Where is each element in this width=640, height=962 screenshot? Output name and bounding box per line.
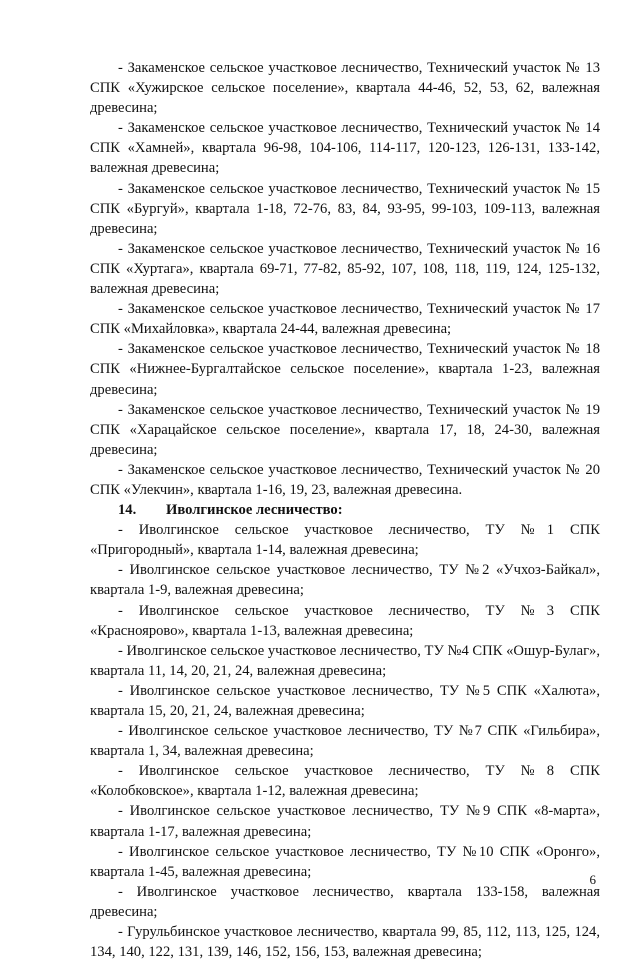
list-item: - Иволгинское сельское участковое лесничество, ТУ №7 СПК «Гильбира», квартала 1, 34, валежная древесина; (90, 723, 600, 760)
list-item: - Иволгинское сельское участковое лесничество, ТУ №10 СПК «Оронго», квартала 1-45, валежная древесина; (90, 843, 600, 880)
list-item: - Закаменское сельское участковое лесничество, Технический участок № 13 СПК «Хужирское сельское поселение», квартала 44-46, 52, 53, 62, валежная древесина; (90, 60, 600, 117)
list-item: - Закаменское сельское участковое лесничество, Технический участок № 19 СПК «Харацайское сельское поселение», квартала 17, 18, 24-30, валежная древесина; (90, 401, 600, 458)
page-number: 6 (589, 872, 596, 887)
list-item: - Закаменское сельское участковое лесничество, Технический участок № 14 СПК «Хамней», квартала 96-98, 104-106, 114-117, 120-123, 126-131, 133-142, валежная древесина; (90, 120, 600, 177)
list-item: - Закаменское сельское участковое лесничество, Технический участок № 17 СПК «Михайловка», квартала 24-44, валежная древесина; (90, 301, 600, 338)
list-item: - Закаменское сельское участковое лесничество, Технический участок № 16 СПК «Хуртага», квартала 69-71, 77-82, 85-92, 107, 108, 118, 119, 124, 125-132, валежная древесина; (90, 240, 600, 298)
section-title: Иволгинское лесничество: (166, 502, 343, 519)
list-item: - Иволгинское сельское участковое лесничество, ТУ №2 «Учхоз-Байкал», квартала 1-9, валежная древесина; (90, 562, 600, 599)
list-item: - Иволгинское сельское участковое лесничество, ТУ №8 СПК «Колобковское», квартала 1-12, валежная древесина; (90, 763, 600, 800)
list-item: - Иволгинское сельское участковое лесничество, ТУ №1 СПК «Пригородный», квартала 1-14, валежная древесина; (90, 522, 600, 559)
list-item: - Закаменское сельское участковое лесничество, Технический участок № 20 СПК «Улекчин», квартала 1-16, 19, 23, валежная древесина. (90, 461, 600, 498)
section-heading (90, 500, 600, 520)
list-item: - Иволгинское участковое лесничество, квартала 133-158, валежная древесина; (90, 883, 600, 920)
list-item: - Иволгинское сельское участковое лесничество, ТУ №4 СПК «Ошур-Булаг», квартала 11, 14, 20, 21, 24, валежная древесина; (90, 642, 600, 679)
list-item: - Иволгинское сельское участковое лесничество, ТУ №3 СПК «Красноярово», квартала 1-13, валежная древесина; (90, 602, 600, 639)
list-item: - Закаменское сельское участковое лесничество, Технический участок № 18 СПК «Нижнее-Бургалтайское сельское поселение», квартала 1-23, валежная древесина; (90, 341, 600, 398)
section-number: 14. (118, 502, 137, 519)
list-item: - Иволгинское сельское участковое лесничество, ТУ №9 СПК «8-марта», квартала 1-17, валежная древесина; (90, 803, 600, 840)
list-item: - Гурульбинское участковое лесничество, квартала 99, 85, 112, 113, 125, 124, 134, 140, 122, 131, 139, 146, 152, 156, 153, валежная древесина; (90, 924, 600, 961)
list-item: - Закаменское сельское участковое лесничество, Технический участок № 15 СПК «Бургуй», квартала 1-18, 72-76, 83, 84, 93-95, 99-103, 109-113, валежная древесина; (90, 180, 600, 237)
list-item: - Иволгинское сельское участковое лесничество, ТУ №5 СПК «Халюта», квартала 15, 20, 21, 24, валежная древесина; (90, 682, 600, 719)
